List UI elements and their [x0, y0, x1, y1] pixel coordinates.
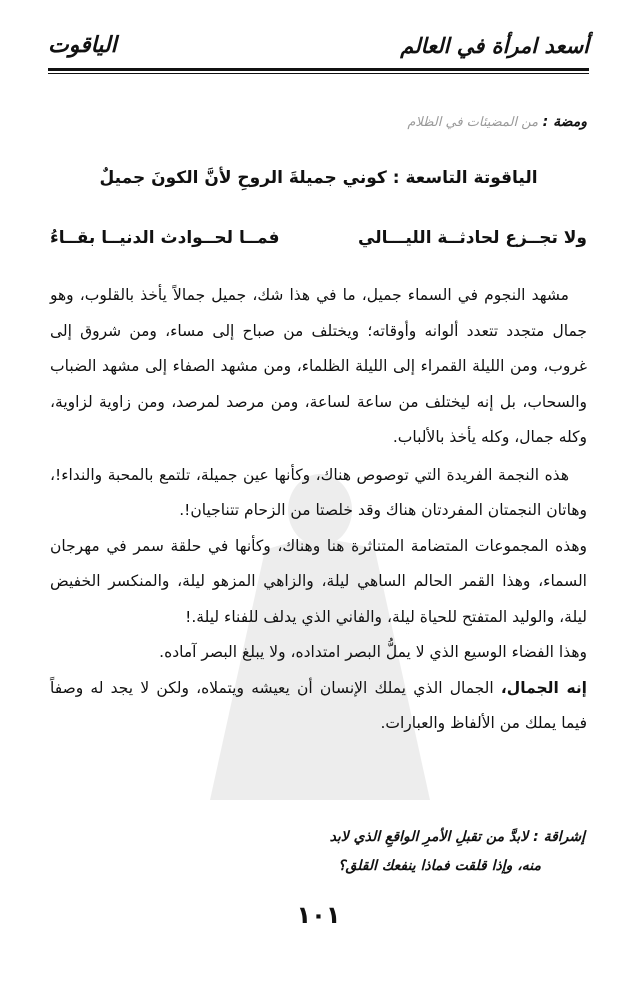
page-number: ١٠١	[296, 901, 341, 929]
advice-line-1: لابدَّ من تقبلِ الأمرِ الواقعِ الذي لابد	[329, 829, 529, 845]
paragraph-2: هذه النجمة الفريدة التي توصوص هناك، وكأنها عين جميلة، تلتمع بالمحبة والنداء!، وهاتان النجمتان المفردتان هناك وقد خلصتا من الزحام تتناجيان!.	[50, 465, 587, 519]
subheader	[407, 114, 587, 130]
paragraph-5-rest: الجمال الذي يملك الإنسان أن يعيشه ويتملاه، ولكن لا يجد له وصفاً فيما يملك من الألفاظ والعبارات.	[50, 678, 587, 732]
paragraph-3: وهذه المجموعات المتضامة المتناثرة هنا وهناك، وكأنها في حلقة سمر في مهرجان السماء، وهذا القمر الحالم الساهي ليلة، والزاهي المزهو ليلة، والمنكسر الخفيض ليلة، والوليد المتفتح للحياة ليلة، والفاني الذي يدلف للفناء ليلة.!	[50, 536, 587, 626]
body-text	[50, 278, 587, 742]
paragraph-4: وهذا الفضاء الوسيع الذي لا يملُّ البصر امتداده، ولا يبلغ البصر آماده.	[159, 643, 587, 661]
paragraph-5-lead: إنه الجمال،	[500, 678, 587, 697]
advice-box	[60, 823, 585, 881]
advice-label: إشراقة :	[533, 829, 585, 845]
paragraph-5	[50, 671, 587, 742]
subheader-lead: ومضة :	[542, 114, 587, 130]
subheader-text: من المضيئات في الظلام	[407, 115, 539, 130]
advice-line-2: منه، وإذا قلقت فماذا ينفعك القلق؟	[338, 858, 541, 874]
verse-second-hemistich: فمــا لحــوادث الدنيــا بقــاءُ	[50, 228, 280, 248]
header-rule	[48, 68, 589, 71]
paragraph-1: مشهد النجوم في السماء جميل، ما في هذا شك، جميل جمالاً يأخذ بالقلوب، وهو جمال متجدد تتعدد ألوانه وأوقاته؛ ويختلف من صباح إلى مساء، ومن شروق إلى غروب، ومن الليلة القمراء إلى الليلة الظلماء، ومن مشهد الصفاء إلى مشهد الضباب والسحاب، بل إنه ليختلف من ساعة لساعة، ومن مرصد لمرصد، ومن زاوية لزاوية، وكله جمال، وكله يأخذ بالألباب.	[50, 286, 587, 446]
chapter-heading: الياقوتة التاسعة : كوني جميلةَ الروحِ لأنَّ الكونَ جميلٌ	[99, 168, 538, 188]
header-rule-thin	[48, 73, 589, 74]
verse-first-hemistich: ولا تجــزع لحادثــة الليـــالي	[358, 228, 587, 248]
running-header	[48, 22, 589, 68]
poetry-verse	[50, 228, 587, 254]
book-title: أسعد امرأة في العالم	[400, 32, 589, 58]
section-title: الياقوت	[48, 32, 117, 58]
